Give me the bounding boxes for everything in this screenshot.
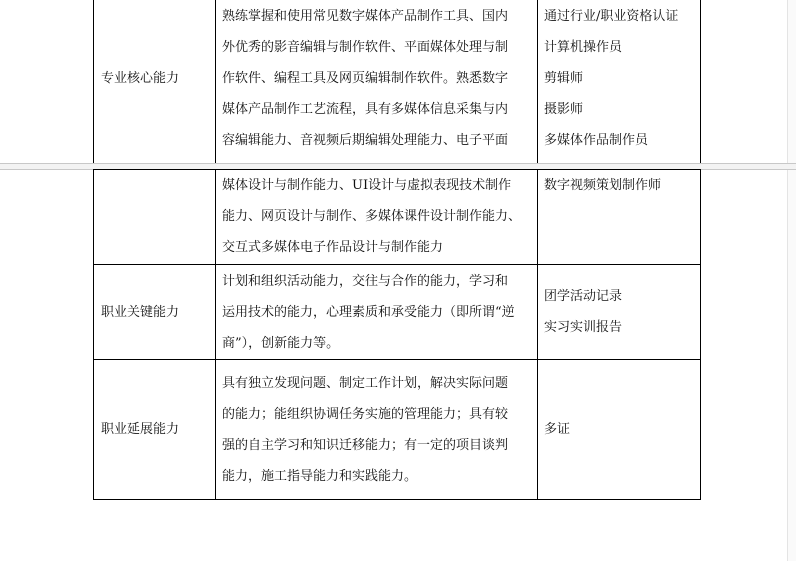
table-row [94, 265, 701, 360]
table-row [94, 170, 701, 265]
certificate-cell [538, 0, 701, 163]
certificate-line: 数字视频策划制作师 [544, 178, 662, 193]
category-label: 职业延展能力 [101, 422, 180, 437]
certificate-line: 计算机操作员 [544, 39, 623, 55]
category-cell [94, 360, 216, 500]
description-cell [216, 360, 538, 500]
description-cell [216, 170, 538, 265]
description-line: 媒体产品制作工艺流程，具有多媒体信息采集与内 [222, 101, 509, 117]
certificate-cell [538, 265, 701, 360]
description-cell [216, 265, 538, 360]
table-row [94, 0, 701, 163]
description-cell [216, 0, 538, 163]
certificate-line: 团学活动记录 [544, 289, 623, 304]
description-line: 强的自主学习和知识迁移能力；有一定的项目谈判 [222, 437, 509, 453]
description-line: 计划和组织活动能力，交往与合作的能力，学习和 [222, 273, 509, 289]
description-line: 容编辑能力、音视频后期编辑处理能力、电子平面 [222, 132, 509, 148]
certificate-line: 摄影师 [544, 101, 584, 117]
description-line: 能力，施工指导能力和实践能力。 [222, 468, 418, 484]
certificate-line: 实习实训报告 [544, 320, 623, 335]
category-cell [94, 265, 216, 360]
description-line: 媒体设计与制作能力、UI设计与虚拟表现技术制作 [222, 178, 512, 193]
certificate-line: 通过行业/职业资格认证 [544, 8, 679, 24]
ability-table-page-2 [93, 169, 701, 500]
description-line: 熟练掌握和使用常见数字媒体产品制作工具、国内 [222, 8, 509, 24]
page-1-region [0, 0, 796, 163]
description-line: 运用技术的能力，心理素质和承受能力（即所谓“逆 [222, 304, 515, 320]
category-label: 专业核心能力 [101, 70, 180, 86]
description-line: 的能力；能组织协调任务实施的管理能力；具有较 [222, 406, 509, 422]
certificate-line: 多证 [544, 422, 571, 437]
category-cell [94, 0, 216, 163]
certificate-cell [538, 170, 701, 265]
table-row [94, 360, 701, 500]
certificate-line: 多媒体作品制作员 [544, 132, 649, 148]
description-line: 具有独立发现问题、制定工作计划，解决实际问题 [222, 375, 509, 391]
description-line: 作软件、编程工具及网页编辑制作软件。熟悉数字 [222, 70, 509, 86]
description-line: 交互式多媒体电子作品设计与制作能力 [222, 240, 444, 255]
description-line: 商”），创新能力等。 [222, 335, 340, 351]
category-label: 职业关键能力 [101, 304, 180, 320]
certificate-cell [538, 360, 701, 500]
ability-table-page-1 [93, 0, 701, 163]
certificate-line: 剪辑师 [544, 70, 584, 86]
description-line: 能力、网页设计与制作、多媒体课件设计制作能力、 [222, 209, 522, 224]
category-cell [94, 170, 216, 265]
description-line: 外优秀的影音编辑与制作软件、平面媒体处理与制 [222, 39, 509, 55]
